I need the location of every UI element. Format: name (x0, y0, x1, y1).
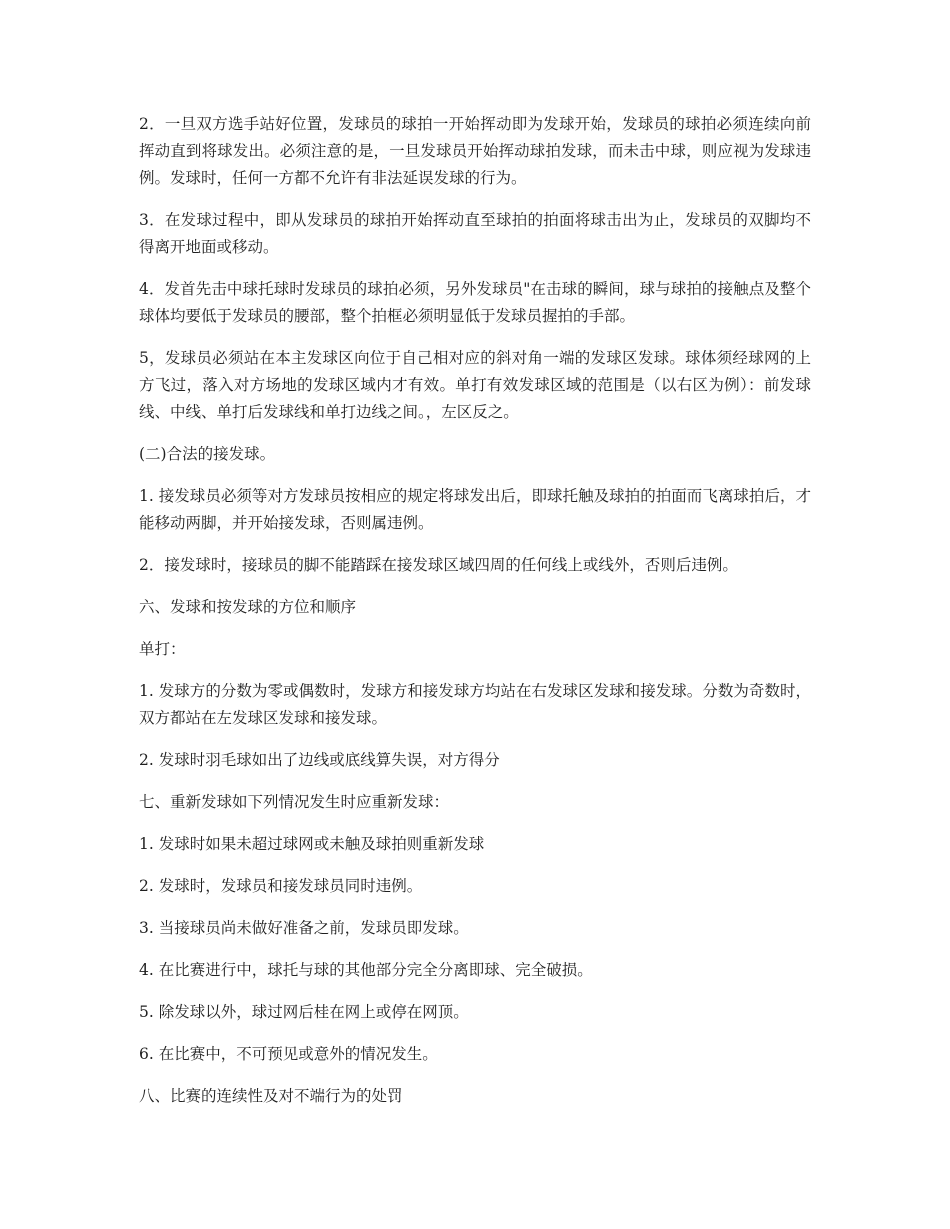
paragraph-singles-rule-2: 2. 发球时羽毛球如出了边线或底线算失误，对方得分 (139, 751, 500, 769)
list-item-reserve-3: 3. 当接球员尚未做好准备之前，发球员即发球。 (139, 919, 469, 937)
paragraph-serve-feet-rule: 3．在发球过程中，即从发球员的球拍开始挥动直至球拍的拍面将球击出为止，发球员的双脚均不得离开地面或移动。 (139, 211, 811, 256)
paragraph-serve-height-rule: 4．发首先击中球托球时发球员的球拍必须，另外发球员"在击球的瞬间，球与球拍的接触点及整个球体均要低于发球员的腰部，整个拍框必须明显低于发球员握拍的手部。 (139, 280, 811, 325)
list-item-reserve-2: 2. 发球时，发球员和接发球员同时违例。 (139, 877, 423, 895)
document-body (139, 111, 811, 1125)
paragraph-receive-rule-2: 2．接发球时，接球员的脚不能踏踩在接发球区域四周的任何线上或线外，否则后违例。 (139, 556, 738, 574)
paragraph-receive-rule-1: 1. 接发球员必须等对方发球员按相应的规定将球发出后，即球托触及球拍的拍面而飞离球拍后，才能移动两脚，并开始接发球，否则属违例。 (139, 487, 812, 532)
list-item-reserve-5: 5. 除发球以外，球过网后桂在网上或停在网顶。 (139, 1003, 469, 1021)
paragraph-serve-court-rule: 5，发球员必须站在本主发球区向位于自己相对应的斜对角一端的发球区发球。球体须经球网的上方飞过，落入对方场地的发球区域内才有效。单打有效发球区域的范围是（以右区为例）：前发球线、中线、单打后发球线和单打边线之间。，左区反之。 (139, 349, 811, 421)
section-heading-serve-order: 六、发球和按发球的方位和顺序 (139, 598, 357, 616)
section-heading-continuity: 八、比赛的连续性及对不端行为的处罚 (139, 1087, 403, 1105)
list-item-reserve-6: 6. 在比赛中，不可预见或意外的情况发生。 (139, 1045, 438, 1063)
list-item-reserve-1: 1. 发球时如果未超过球网或未触及球拍则重新发球 (139, 835, 485, 853)
section-heading-reserve: 七、重新发球如下列情况发生时应重新发球： (139, 793, 450, 811)
list-item-reserve-4: 4. 在比赛进行中，球托与球的其他部分完全分离即球、完全破损。 (139, 961, 593, 979)
paragraph-serve-start-rule: 2．一旦双方选手站好位置，发球员的球拍一开始挥动即为发球开始，发球员的球拍必须连续向前挥动直到将球发出。必须注意的是，一旦发球员开始挥动球拍发球，而未击中球，则应视为发球违例。发球时，任何一方都不允许有非法延误发球的行为。 (139, 115, 811, 187)
paragraph-singles-rule-1: 1. 发球方的分数为零或偶数时，发球方和接发球方均站在右发球区发球和接发球。分数为奇数时，双方都站在左发球区发球和接发球。 (139, 682, 812, 727)
subheading-singles: 单打： (139, 640, 186, 658)
section-heading-legal-receive: (二)合法的接发球。 (139, 445, 276, 463)
